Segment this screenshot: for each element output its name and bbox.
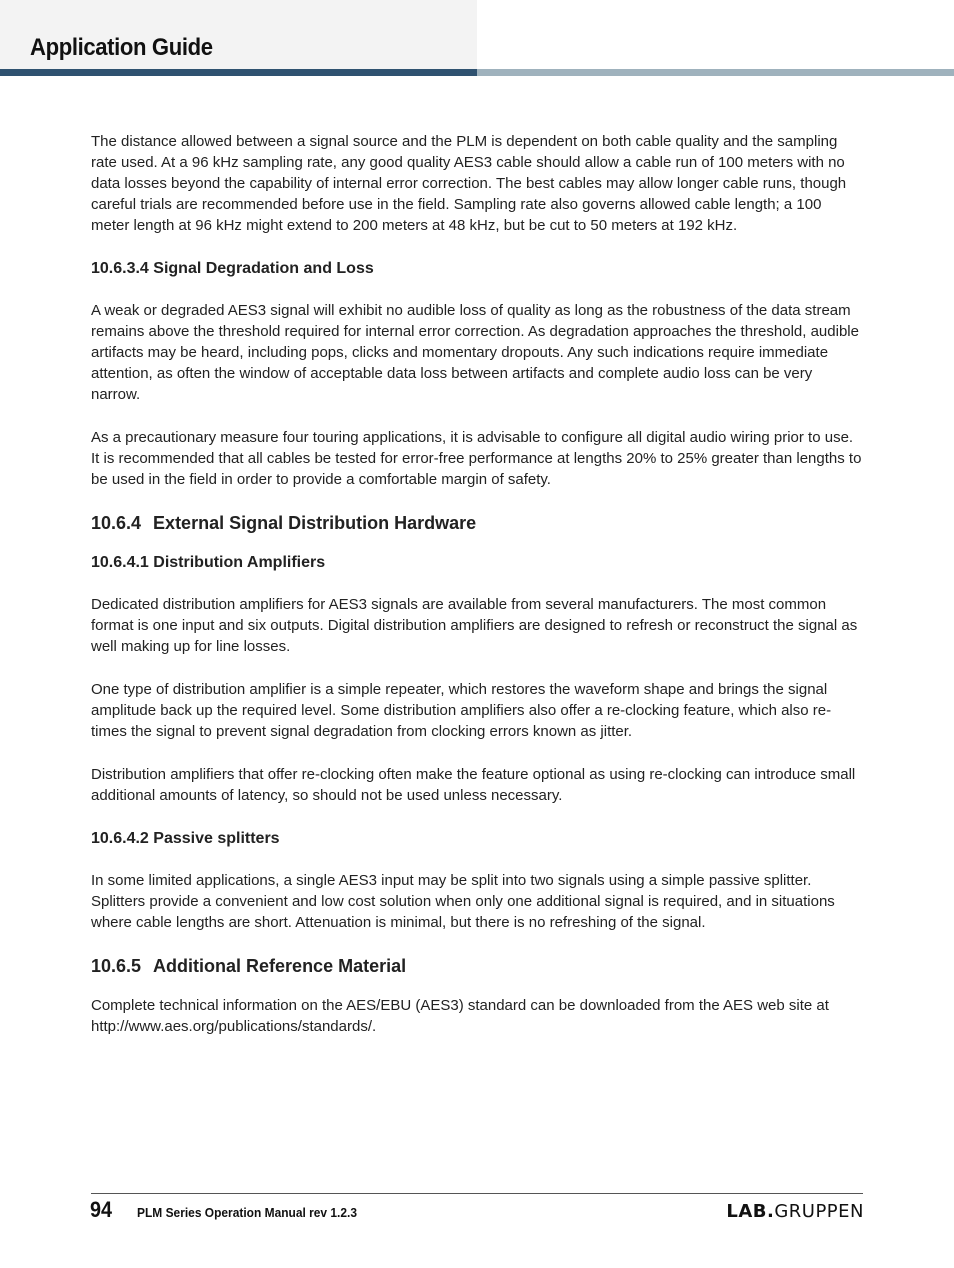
heading-text: External Signal Distribution Hardware — [153, 513, 477, 533]
heading-10-6-4 — [91, 512, 863, 534]
heading-number: 10.6.5 — [91, 956, 142, 976]
paragraph-repeater: One type of distribution amplifier is a simple repeater, which restores the waveform shape and brings the signal amplitude back up the required level. Some distribution amplifiers also offer a re-clocking feature, which also re-times the signal to prevent signal degradation from clocking errors known as jitter. — [91, 681, 832, 740]
heading-10-6-3-4: 10.6.3.4 Signal Degradation and Loss — [91, 260, 374, 277]
logo-part-gruppen: GRUPPEN — [774, 1201, 864, 1222]
paragraph-distribution-amps: Dedicated distribution amplifiers for AES3 signals are available from several manufacturers. The most common format is one input and six outputs. Digital distribution amplifiers are designed to refresh or reconstruct the signal as well making up for line losses. — [91, 596, 858, 655]
paragraph-reference: Complete technical information on the AES/EBU (AES3) standard can be downloaded from the AES web site at http://www.aes.org/publications/standards/. — [91, 997, 829, 1035]
paragraph-passive-splitters: In some limited applications, a single AES3 input may be split into two signals using a simple passive splitter. Splitters provide a convenient and low cost solution when only one additional signal is required, and in situations where cable lengths are short. Attenuation is minimal, but there is no refreshing of the signal. — [91, 872, 835, 931]
heading-text: Additional Reference Material — [153, 956, 407, 976]
paragraph-signal-degradation: A weak or degraded AES3 signal will exhibit no audible loss of quality as long as the robustness of the data stream remains above the threshold required for internal error correction. As degradation approaches the threshold, audible artifacts may be heard, including pops, clicks and momentary dropouts. Any such indications require immediate attention, as often the window of acceptable data loss between artifacts and complete audio loss can be very narrow. — [91, 302, 859, 403]
header-bar-dark — [0, 69, 477, 76]
header-bar-light — [477, 69, 954, 76]
heading-10-6-5 — [91, 955, 863, 977]
footer-divider — [91, 1193, 863, 1194]
manual-title: PLM Series Operation Manual rev 1.2.3 — [137, 1205, 358, 1220]
paragraph-cable-distance: The distance allowed between a signal source and the PLM is dependent on both cable quality and the sampling rate used. At a 96 kHz sampling rate, any good quality AES3 cable should allow a cable run of 100 meters with no data losses beyond the capability of internal error correction. The best cables may allow longer cable runs, though careful trials are recommended before use in the field. Sampling rate also governs allowed cable length; a 100 meter length at 96 kHz might extend to 200 meters at 48 kHz, but be cut to 50 meters at 192 kHz. — [91, 133, 847, 234]
heading-number: 10.6.4 — [91, 513, 142, 533]
logo-part-lab: LAB. — [726, 1201, 775, 1222]
paragraph-reclocking: Distribution amplifiers that offer re-clocking often make the feature optional as using re-clocking can introduce small additional amounts of latency, so should not be used unless necessary. — [91, 766, 856, 804]
main-content — [91, 131, 863, 1059]
heading-10-6-4-1: 10.6.4.1 Distribution Amplifiers — [91, 554, 326, 571]
paragraph-precaution: As a precautionary measure four touring applications, it is advisable to configure all digital audio wiring prior to use. It is recommended that all cables be tested for error-free performance at lengths 20% to 25% greater than lengths to be used in the field in order to provide a comfortable margin of safety. — [91, 429, 862, 488]
page-number: 94 — [90, 1197, 113, 1222]
page-title: Application Guide — [30, 34, 213, 61]
brand-logo — [726, 1201, 864, 1222]
heading-10-6-4-2: 10.6.4.2 Passive splitters — [91, 830, 280, 847]
